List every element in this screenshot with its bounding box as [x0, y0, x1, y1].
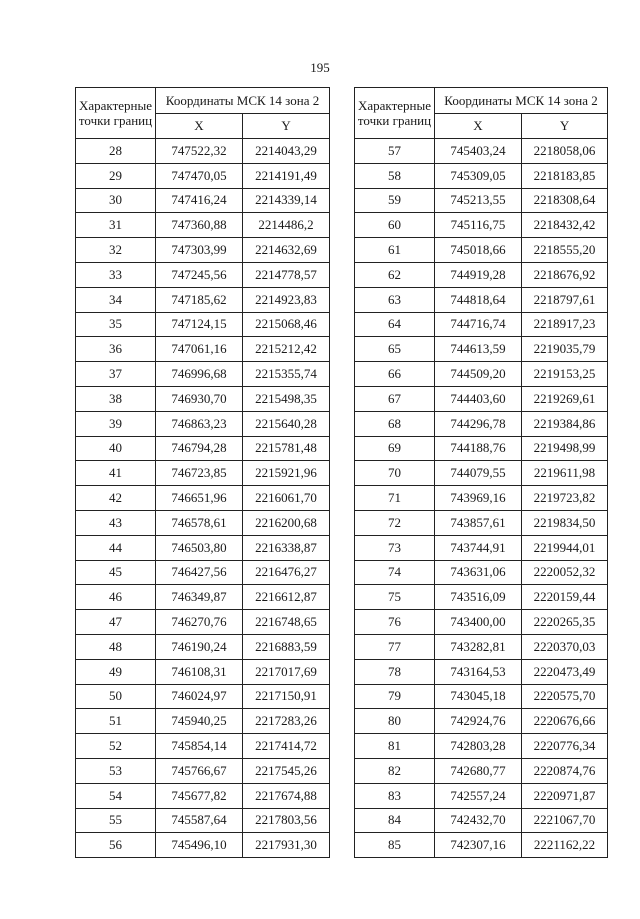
points-header [76, 88, 156, 139]
point-number-cell: 49 [76, 659, 156, 684]
point-number-cell: 51 [76, 709, 156, 734]
y-coordinate-cell: 2216612,87 [243, 585, 330, 610]
y-coordinate-cell: 2218308,64 [522, 188, 608, 213]
y-coordinate-cell: 2219834,50 [522, 510, 608, 535]
point-number-cell: 60 [355, 213, 435, 238]
y-coordinate-cell: 2217283,26 [243, 709, 330, 734]
x-coordinate-cell: 746349,87 [156, 585, 243, 610]
y-coordinate-cell: 2220473,49 [522, 659, 608, 684]
point-number-cell: 77 [355, 634, 435, 659]
point-number-cell: 57 [355, 139, 435, 164]
table-row [76, 758, 330, 783]
x-coordinate-cell: 747124,15 [156, 312, 243, 337]
point-number-cell: 65 [355, 337, 435, 362]
point-number-cell: 48 [76, 634, 156, 659]
table-row [76, 659, 330, 684]
point-number-cell: 84 [355, 808, 435, 833]
y-coordinate-cell: 2220370,03 [522, 634, 608, 659]
y-coordinate-cell: 2216748,65 [243, 610, 330, 635]
y-coordinate-cell: 2220971,87 [522, 783, 608, 808]
x-coordinate-cell: 747360,88 [156, 213, 243, 238]
table-row [76, 709, 330, 734]
y-coordinate-cell: 2217803,56 [243, 808, 330, 833]
x-coordinate-cell: 742680,77 [435, 758, 522, 783]
y-coordinate-cell: 2218555,20 [522, 238, 608, 263]
y-coordinate-cell: 2219269,61 [522, 386, 608, 411]
table-row [76, 634, 330, 659]
x-coordinate-cell: 745940,25 [156, 709, 243, 734]
point-number-cell: 67 [355, 386, 435, 411]
table-row [355, 783, 608, 808]
y-coordinate-cell: 2216061,70 [243, 486, 330, 511]
table-row [355, 436, 608, 461]
point-number-cell: 64 [355, 312, 435, 337]
point-number-cell: 39 [76, 411, 156, 436]
y-coordinate-cell: 2216883,59 [243, 634, 330, 659]
table-row [76, 238, 330, 263]
y-coordinate-cell: 2216200,68 [243, 510, 330, 535]
x-coordinate-cell: 745403,24 [435, 139, 522, 164]
x-coordinate-cell: 742924,76 [435, 709, 522, 734]
table-row [355, 139, 608, 164]
point-number-cell: 31 [76, 213, 156, 238]
table-row [76, 783, 330, 808]
point-number-cell: 68 [355, 411, 435, 436]
point-number-cell: 72 [355, 510, 435, 535]
y-coordinate-cell: 2220776,34 [522, 734, 608, 759]
point-number-cell: 55 [76, 808, 156, 833]
y-coordinate-cell: 2215921,96 [243, 461, 330, 486]
table-row [355, 585, 608, 610]
y-coordinate-cell: 2217150,91 [243, 684, 330, 709]
coords-header: Координаты МСК 14 зона 2 [435, 88, 608, 114]
table-row [355, 312, 608, 337]
y-coordinate-cell: 2221067,70 [522, 808, 608, 833]
table-row [76, 188, 330, 213]
x-coordinate-cell: 743516,09 [435, 585, 522, 610]
table-row [76, 535, 330, 560]
x-coordinate-cell: 746651,96 [156, 486, 243, 511]
points-header-line2: точки границ [357, 113, 432, 128]
point-number-cell: 29 [76, 163, 156, 188]
x-header: X [156, 114, 243, 139]
x-coordinate-cell: 745677,82 [156, 783, 243, 808]
x-coordinate-cell: 746024,97 [156, 684, 243, 709]
point-number-cell: 28 [76, 139, 156, 164]
table-row [355, 610, 608, 635]
x-coordinate-cell: 745116,75 [435, 213, 522, 238]
point-number-cell: 74 [355, 560, 435, 585]
point-number-cell: 85 [355, 833, 435, 858]
point-number-cell: 52 [76, 734, 156, 759]
point-number-cell: 43 [76, 510, 156, 535]
x-coordinate-cell: 747061,16 [156, 337, 243, 362]
x-coordinate-cell: 744509,20 [435, 362, 522, 387]
y-coordinate-cell: 2214923,83 [243, 287, 330, 312]
table-row [355, 411, 608, 436]
x-coordinate-cell: 743164,53 [435, 659, 522, 684]
table-row [355, 486, 608, 511]
y-coordinate-cell: 2218432,42 [522, 213, 608, 238]
y-coordinate-cell: 2214778,57 [243, 262, 330, 287]
table-row [355, 163, 608, 188]
point-number-cell: 35 [76, 312, 156, 337]
x-coordinate-cell: 744296,78 [435, 411, 522, 436]
x-coordinate-cell: 745309,05 [435, 163, 522, 188]
point-number-cell: 75 [355, 585, 435, 610]
y-coordinate-cell: 2219944,01 [522, 535, 608, 560]
table-row [355, 535, 608, 560]
x-coordinate-cell: 745766,67 [156, 758, 243, 783]
table-row [355, 684, 608, 709]
table-row [355, 758, 608, 783]
point-number-cell: 66 [355, 362, 435, 387]
y-coordinate-cell: 2220874,76 [522, 758, 608, 783]
coordinates-table-left [75, 87, 330, 858]
y-coordinate-cell: 2219384,86 [522, 411, 608, 436]
table-row [76, 163, 330, 188]
y-coordinate-cell: 2218183,85 [522, 163, 608, 188]
y-coordinate-cell: 2219611,98 [522, 461, 608, 486]
x-coordinate-cell: 746270,76 [156, 610, 243, 635]
page-number: 195 [310, 60, 330, 75]
table-row [76, 833, 330, 858]
table-row [76, 139, 330, 164]
point-number-cell: 46 [76, 585, 156, 610]
point-number-cell: 69 [355, 436, 435, 461]
x-coordinate-cell: 742432,70 [435, 808, 522, 833]
table-row [76, 287, 330, 312]
points-header [355, 88, 435, 139]
x-coordinate-cell: 743857,61 [435, 510, 522, 535]
x-coordinate-cell: 746108,31 [156, 659, 243, 684]
table-row [76, 337, 330, 362]
y-coordinate-cell: 2214486,2 [243, 213, 330, 238]
y-coordinate-cell: 2215068,46 [243, 312, 330, 337]
point-number-cell: 34 [76, 287, 156, 312]
y-coordinate-cell: 2215640,28 [243, 411, 330, 436]
y-coordinate-cell: 2214339,14 [243, 188, 330, 213]
point-number-cell: 44 [76, 535, 156, 560]
y-coordinate-cell: 2215355,74 [243, 362, 330, 387]
x-coordinate-cell: 747470,05 [156, 163, 243, 188]
table-row [355, 659, 608, 684]
x-coordinate-cell: 743045,18 [435, 684, 522, 709]
point-number-cell: 82 [355, 758, 435, 783]
point-number-cell: 80 [355, 709, 435, 734]
y-coordinate-cell: 2214191,49 [243, 163, 330, 188]
point-number-cell: 78 [355, 659, 435, 684]
y-coordinate-cell: 2220575,70 [522, 684, 608, 709]
x-coordinate-cell: 744403,60 [435, 386, 522, 411]
x-coordinate-cell: 745587,64 [156, 808, 243, 833]
table-row [76, 386, 330, 411]
point-number-cell: 54 [76, 783, 156, 808]
x-coordinate-cell: 747245,56 [156, 262, 243, 287]
point-number-cell: 38 [76, 386, 156, 411]
x-coordinate-cell: 747303,99 [156, 238, 243, 263]
table-row [76, 312, 330, 337]
y-coordinate-cell: 2220676,66 [522, 709, 608, 734]
point-number-cell: 73 [355, 535, 435, 560]
points-header-line1: Характерные [358, 98, 431, 113]
x-coordinate-cell: 743282,81 [435, 634, 522, 659]
x-coordinate-cell: 745854,14 [156, 734, 243, 759]
y-coordinate-cell: 2217545,26 [243, 758, 330, 783]
point-number-cell: 36 [76, 337, 156, 362]
x-coordinate-cell: 747185,62 [156, 287, 243, 312]
y-coordinate-cell: 2218917,23 [522, 312, 608, 337]
y-coordinate-cell: 2221162,22 [522, 833, 608, 858]
y-coordinate-cell: 2218058,06 [522, 139, 608, 164]
x-coordinate-cell: 746578,61 [156, 510, 243, 535]
points-header-line1: Характерные [79, 98, 152, 113]
table-row [76, 610, 330, 635]
table-row [355, 560, 608, 585]
y-coordinate-cell: 2214632,69 [243, 238, 330, 263]
table-row [355, 634, 608, 659]
table-row [355, 734, 608, 759]
table-row [355, 386, 608, 411]
x-coordinate-cell: 746863,23 [156, 411, 243, 436]
point-number-cell: 70 [355, 461, 435, 486]
y-coordinate-cell: 2220052,32 [522, 560, 608, 585]
x-coordinate-cell: 746996,68 [156, 362, 243, 387]
table-row [76, 808, 330, 833]
point-number-cell: 47 [76, 610, 156, 635]
coords-header: Координаты МСК 14 зона 2 [156, 88, 330, 114]
x-coordinate-cell: 745496,10 [156, 833, 243, 858]
y-coordinate-cell: 2215498,35 [243, 386, 330, 411]
coordinates-table-right [354, 87, 608, 858]
point-number-cell: 40 [76, 436, 156, 461]
x-coordinate-cell: 744919,28 [435, 262, 522, 287]
table-row [76, 684, 330, 709]
x-coordinate-cell: 744613,59 [435, 337, 522, 362]
x-coordinate-cell: 743631,06 [435, 560, 522, 585]
y-coordinate-cell: 2217674,88 [243, 783, 330, 808]
x-coordinate-cell: 746723,85 [156, 461, 243, 486]
table-row [355, 808, 608, 833]
point-number-cell: 79 [355, 684, 435, 709]
y-coordinate-cell: 2215781,48 [243, 436, 330, 461]
table-row [76, 734, 330, 759]
table-row [355, 709, 608, 734]
table-row [76, 560, 330, 585]
table-row [76, 362, 330, 387]
point-number-cell: 50 [76, 684, 156, 709]
table-row [355, 287, 608, 312]
table-row [355, 337, 608, 362]
x-coordinate-cell: 743969,16 [435, 486, 522, 511]
y-coordinate-cell: 2219153,25 [522, 362, 608, 387]
point-number-cell: 32 [76, 238, 156, 263]
y-coordinate-cell: 2219723,82 [522, 486, 608, 511]
point-number-cell: 58 [355, 163, 435, 188]
table-row [355, 262, 608, 287]
point-number-cell: 37 [76, 362, 156, 387]
point-number-cell: 30 [76, 188, 156, 213]
table-row [76, 213, 330, 238]
y-coordinate-cell: 2220159,44 [522, 585, 608, 610]
points-header-line2: точки границ [78, 113, 153, 128]
point-number-cell: 61 [355, 238, 435, 263]
y-coordinate-cell: 2220265,35 [522, 610, 608, 635]
y-coordinate-cell: 2216476,27 [243, 560, 330, 585]
y-coordinate-cell: 2218797,61 [522, 287, 608, 312]
table-row [355, 238, 608, 263]
x-coordinate-cell: 745018,66 [435, 238, 522, 263]
x-coordinate-cell: 745213,55 [435, 188, 522, 213]
point-number-cell: 42 [76, 486, 156, 511]
point-number-cell: 81 [355, 734, 435, 759]
table-row [76, 262, 330, 287]
x-coordinate-cell: 744079,55 [435, 461, 522, 486]
x-coordinate-cell: 744716,74 [435, 312, 522, 337]
x-coordinate-cell: 746190,24 [156, 634, 243, 659]
y-coordinate-cell: 2218676,92 [522, 262, 608, 287]
point-number-cell: 41 [76, 461, 156, 486]
table-row [76, 461, 330, 486]
x-coordinate-cell: 746427,56 [156, 560, 243, 585]
y-header: Y [243, 114, 330, 139]
y-coordinate-cell: 2219498,99 [522, 436, 608, 461]
x-coordinate-cell: 746503,80 [156, 535, 243, 560]
table-row [76, 510, 330, 535]
table-row [355, 833, 608, 858]
point-number-cell: 83 [355, 783, 435, 808]
y-coordinate-cell: 2214043,29 [243, 139, 330, 164]
x-coordinate-cell: 746930,70 [156, 386, 243, 411]
x-header: X [435, 114, 522, 139]
point-number-cell: 53 [76, 758, 156, 783]
point-number-cell: 59 [355, 188, 435, 213]
table-row [76, 585, 330, 610]
x-coordinate-cell: 742557,24 [435, 783, 522, 808]
point-number-cell: 33 [76, 262, 156, 287]
table-row [76, 411, 330, 436]
table-row [355, 188, 608, 213]
x-coordinate-cell: 747416,24 [156, 188, 243, 213]
table-row [76, 436, 330, 461]
x-coordinate-cell: 747522,32 [156, 139, 243, 164]
y-coordinate-cell: 2219035,79 [522, 337, 608, 362]
table-row [355, 362, 608, 387]
x-coordinate-cell: 744818,64 [435, 287, 522, 312]
x-coordinate-cell: 743744,91 [435, 535, 522, 560]
y-header: Y [522, 114, 608, 139]
y-coordinate-cell: 2216338,87 [243, 535, 330, 560]
x-coordinate-cell: 744188,76 [435, 436, 522, 461]
x-coordinate-cell: 742307,16 [435, 833, 522, 858]
y-coordinate-cell: 2217931,30 [243, 833, 330, 858]
table-row [355, 510, 608, 535]
x-coordinate-cell: 743400,00 [435, 610, 522, 635]
point-number-cell: 71 [355, 486, 435, 511]
y-coordinate-cell: 2217017,69 [243, 659, 330, 684]
x-coordinate-cell: 746794,28 [156, 436, 243, 461]
point-number-cell: 45 [76, 560, 156, 585]
x-coordinate-cell: 742803,28 [435, 734, 522, 759]
point-number-cell: 63 [355, 287, 435, 312]
y-coordinate-cell: 2217414,72 [243, 734, 330, 759]
point-number-cell: 56 [76, 833, 156, 858]
table-row [355, 461, 608, 486]
point-number-cell: 62 [355, 262, 435, 287]
y-coordinate-cell: 2215212,42 [243, 337, 330, 362]
table-row [76, 486, 330, 511]
table-row [355, 213, 608, 238]
point-number-cell: 76 [355, 610, 435, 635]
